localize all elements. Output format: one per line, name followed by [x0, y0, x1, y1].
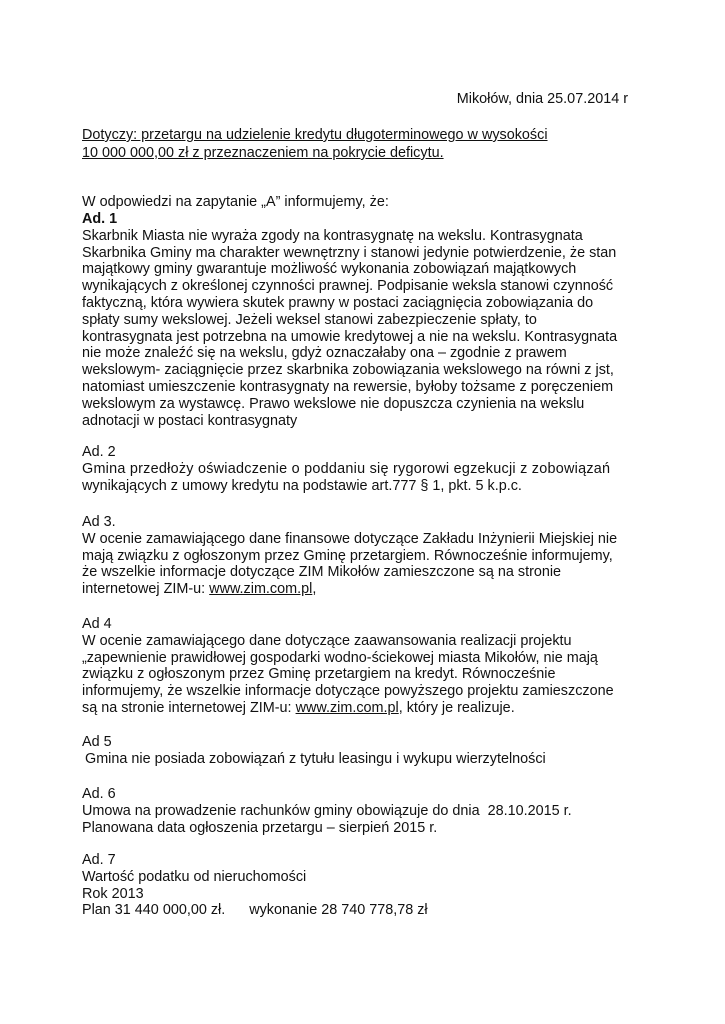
paragraph-line: majątkowy gminy gwarantuje możliwość wykonania zobowiązań majątkowych — [82, 261, 577, 278]
section-heading: Ad. 6 — [82, 786, 116, 802]
paragraph-line: natomiast umieszczenie kontrasygnaty na rewersie, byłoby tożsame z poręczeniem — [82, 378, 614, 395]
paragraph-line: adnotacji w postaci kontrasygnaty — [82, 412, 298, 429]
paragraph-line: spłaty sumy wekslowej. Jeżeli weksel stanowi zabezpieczenie spłaty, to — [82, 311, 537, 328]
section-heading: Ad 5 — [82, 734, 112, 750]
zim-website-link[interactable]: www.zim.com.pl — [295, 699, 399, 716]
paragraph-line: faktyczną, która wywiera skutek prawny w postaci zaciągnięcia zobowiązania do — [82, 294, 594, 311]
plan-execution-row — [82, 902, 652, 919]
paragraph-line: W ocenie zamawiającego dane finansowe dotyczące Zakładu Inżynierii Miejskiej nie — [82, 530, 618, 547]
paragraph-line: mają związku z ogłoszonym przez Gminę przetargiem. Równocześnie informujemy, — [82, 547, 613, 564]
section-heading: Ad. 1 — [82, 211, 118, 227]
paragraph-line: wynikających z określonej czynności prawnej. Podpisanie weksla stanowi czynność — [82, 278, 614, 295]
paragraph-line: Umowa na prowadzenie rachunków gminy obowiązuje do dnia 28.10.2015 r. — [82, 802, 572, 819]
subject-block — [82, 126, 582, 162]
section-heading: Ad 4 — [82, 616, 112, 632]
section-heading: Ad. 2 — [82, 444, 116, 460]
zim-website-link[interactable]: www.zim.com.pl — [209, 581, 313, 598]
section-ad4 — [82, 616, 652, 717]
line-prefix: internetowej ZIM-u: — [82, 581, 210, 598]
section-heading: Ad 3. — [82, 514, 116, 530]
paragraph-line: Skarbnika Gminy ma charakter wewnętrzny i stanowi jedynie potwierdzenie, że stan — [82, 244, 617, 261]
paragraph-line: związku z ogłoszonym przez Gminę przetargiem na kredyt. Równocześnie — [82, 666, 556, 683]
paragraph-line: W ocenie zamawiającego dane dotyczące zaawansowania realizacji projektu — [82, 632, 572, 649]
paragraph-line: Wartość podatku od nieruchomości — [82, 868, 307, 885]
intro-paragraph: W odpowiedzi na zapytanie „A” informujemy, że: — [82, 194, 389, 210]
line-prefix: są na stronie internetowej ZIM-u: — [82, 699, 296, 716]
paragraph-line: wekslowym- zaciągnięcie przez skarbnika zobowiązania wekslowego na równi z jst, — [82, 362, 614, 379]
paragraph-line: wekslowym za wystawcę. Prawo wekslowe nie dopuszcza czynienia na wekslu — [82, 395, 585, 412]
line-suffix: , który je realizuje. — [398, 699, 515, 716]
paragraph-line — [82, 581, 652, 598]
subject-line-1: Dotyczy: przetargu na udzielenie kredytu długoterminowego w wysokości — [82, 127, 548, 143]
paragraph-line: Planowana data ogłoszenia przetargu – sierpień 2015 r. — [82, 819, 438, 836]
paragraph-line: nie może znaleźć się na wekslu, gdyż oznaczałaby ona – zgodnie z prawem — [82, 345, 567, 362]
paragraph-line: „zapewnienie prawidłowej gospodarki wodno-ściekowej miasta Mikołów, nie mają — [82, 649, 598, 666]
paragraph-line — [82, 700, 652, 717]
section-ad2 — [82, 444, 652, 494]
section-ad7 — [82, 852, 652, 919]
paragraph-line: kontrasygnata jest potrzebna na umowie kredytowej a nie na wekslu. Kontrasygnata — [82, 328, 618, 345]
paragraph-line: Gmina przedłoży oświadczenie o poddaniu się rygorowi egzekucji z zobowiązań — [82, 460, 611, 477]
paragraph-line: że wszelkie informacje dotyczące ZIM Mikołów zamieszczone są na stronie — [82, 564, 562, 581]
date-line: Mikołów, dnia 25.07.2014 r — [456, 91, 628, 107]
section-ad3 — [82, 514, 652, 598]
paragraph-line: informujemy, że wszelkie informacje dotyczące powyższego projektu zamieszczone — [82, 683, 614, 700]
section-ad1 — [82, 211, 652, 429]
execution-value: wykonanie 28 740 778,78 zł — [249, 902, 428, 919]
section-ad5 — [82, 734, 652, 768]
paragraph-line: wynikających z umowy kredytu na podstawie art.777 § 1, pkt. 5 k.p.c. — [82, 477, 522, 494]
line-suffix: , — [312, 581, 317, 598]
paragraph-line: Rok 2013 — [82, 885, 144, 902]
section-ad6 — [82, 786, 652, 836]
paragraph-line: Skarbnik Miasta nie wyraża zgody na kontrasygnatę na wekslu. Kontrasygnata — [82, 227, 583, 244]
paragraph-line: Gmina nie posiada zobowiązań z tytułu leasingu i wykupu wierzytelności — [85, 750, 546, 767]
section-heading: Ad. 7 — [82, 852, 116, 868]
subject-line-2: 10 000 000,00 zł z przeznaczeniem na pokrycie deficytu. — [82, 145, 444, 161]
plan-value: Plan 31 440 000,00 zł. — [82, 902, 226, 919]
